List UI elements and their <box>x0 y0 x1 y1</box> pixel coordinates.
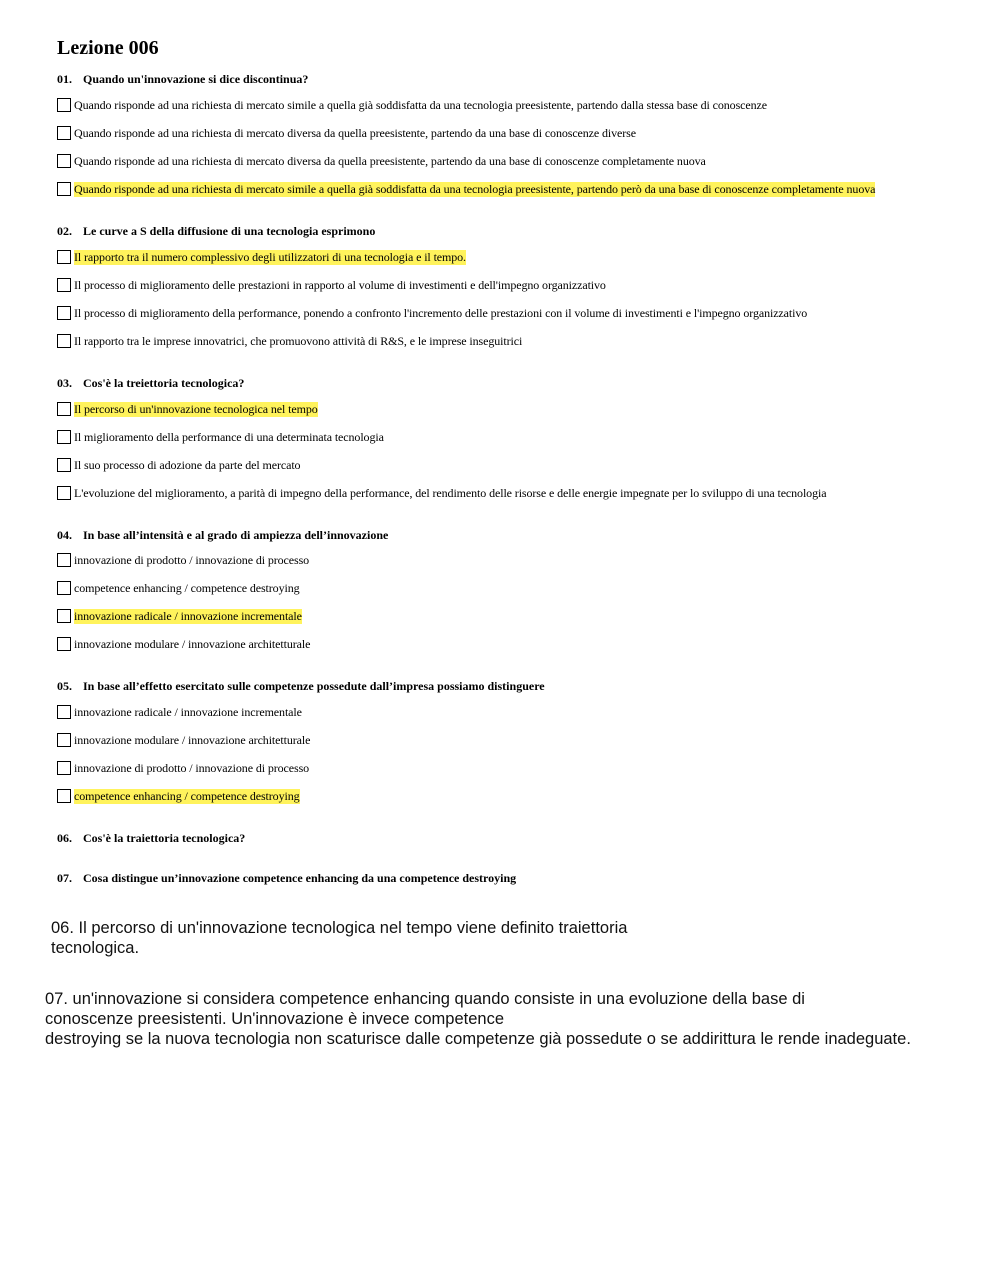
option-05-b[interactable] <box>57 732 310 748</box>
checkbox[interactable] <box>57 154 71 168</box>
question-02 <box>57 224 375 238</box>
question-number: 05. <box>57 679 72 693</box>
question-01 <box>57 72 308 86</box>
checkbox[interactable] <box>57 637 71 651</box>
checkbox[interactable] <box>57 789 71 803</box>
question-text: Cos'è la treiettoria tecnologica? <box>83 376 245 390</box>
checkbox[interactable] <box>57 402 71 416</box>
option-text-highlighted: Quando risponde ad una richiesta di mercato simile a quella già soddisfatta da una tecnologia preesistente, partendo però da una base di conoscenze completamente nuova <box>74 181 876 196</box>
checkbox[interactable] <box>57 581 71 595</box>
checkbox[interactable] <box>57 98 71 112</box>
question-05 <box>57 679 545 693</box>
question-text: In base all’intensità e al grado di ampiezza dell’innovazione <box>83 528 389 542</box>
checkbox[interactable] <box>57 250 71 264</box>
question-07 <box>57 871 516 885</box>
option-02-d[interactable] <box>57 333 522 349</box>
checkbox[interactable] <box>57 733 71 747</box>
option-text: innovazione di prodotto / innovazione di processo <box>74 760 310 775</box>
option-02-c[interactable] <box>57 305 807 321</box>
answer-line: destroying se la nuova tecnologia non scaturisce dalle competenze già possedute o se addirittura le rende inadeguate. <box>45 1030 911 1048</box>
question-number: 01. <box>57 72 72 86</box>
checkbox[interactable] <box>57 182 71 196</box>
answer-line: conoscenze preesistenti. Un'innovazione è invece competence <box>45 1010 505 1028</box>
option-text: Il suo processo di adozione da parte del mercato <box>74 457 301 472</box>
checkbox[interactable] <box>57 705 71 719</box>
option-01-c[interactable] <box>57 153 706 169</box>
option-03-a[interactable] <box>57 401 318 417</box>
answer-line: 07. un'innovazione si considera competence enhancing quando consiste in una evoluzione della base di <box>45 990 805 1008</box>
answer-07 <box>45 989 911 1049</box>
checkbox[interactable] <box>57 761 71 775</box>
option-text: Il rapporto tra le imprese innovatrici, che promuovono attività di R&S, e le imprese inseguitrici <box>74 333 523 348</box>
option-text: innovazione modulare / innovazione architetturale <box>74 636 311 651</box>
option-text: innovazione di prodotto / innovazione di processo <box>74 552 310 567</box>
answer-06 <box>51 918 627 958</box>
checkbox[interactable] <box>57 278 71 292</box>
option-text: Il miglioramento della performance di una determinata tecnologia <box>74 429 384 444</box>
option-02-b[interactable] <box>57 277 606 293</box>
answer-line: 06. Il percorso di un'innovazione tecnologica nel tempo viene definito traiettoria <box>51 919 628 937</box>
question-text: In base all’effetto esercitato sulle competenze possedute dall’impresa possiamo distinguere <box>83 679 545 693</box>
option-01-d[interactable] <box>57 181 875 197</box>
option-05-c[interactable] <box>57 760 309 776</box>
question-text: Cosa distingue un’innovazione competence enhancing da una competence destroying <box>83 871 517 885</box>
question-number: 02. <box>57 224 72 238</box>
question-03 <box>57 376 244 390</box>
checkbox[interactable] <box>57 486 71 500</box>
option-05-d[interactable] <box>57 788 300 804</box>
question-text: Cos'è la traiettoria tecnologica? <box>83 831 246 845</box>
option-05-a[interactable] <box>57 704 302 720</box>
checkbox[interactable] <box>57 609 71 623</box>
option-text: Quando risponde ad una richiesta di mercato simile a quella già soddisfatta da una tecnologia preesistente, partendo dalla stessa base di conoscenze <box>74 97 767 112</box>
checkbox[interactable] <box>57 430 71 444</box>
option-text: Quando risponde ad una richiesta di mercato diversa da quella preesistente, partendo da una base di conoscenze completamente nuova <box>74 153 706 168</box>
checkbox[interactable] <box>57 458 71 472</box>
question-number: 04. <box>57 528 72 542</box>
option-text: Il processo di miglioramento delle prestazioni in rapporto al volume di investimenti e dell'impegno organizzativo <box>74 277 606 292</box>
checkbox[interactable] <box>57 553 71 567</box>
option-text-highlighted: competence enhancing / competence destroying <box>74 788 300 803</box>
option-04-d[interactable] <box>57 636 310 652</box>
checkbox[interactable] <box>57 334 71 348</box>
option-01-b[interactable] <box>57 125 636 141</box>
question-text: Quando un'innovazione si dice discontinua? <box>83 72 309 86</box>
question-number: 03. <box>57 376 72 390</box>
option-04-c[interactable] <box>57 608 302 624</box>
option-04-a[interactable] <box>57 552 309 568</box>
option-text-highlighted: Il rapporto tra il numero complessivo degli utilizzatori di una tecnologia e il tempo. <box>74 249 466 264</box>
question-text: Le curve a S della diffusione di una tecnologia esprimono <box>83 224 376 238</box>
option-03-d[interactable] <box>57 485 826 501</box>
question-04 <box>57 528 388 542</box>
option-text: competence enhancing / competence destroying <box>74 580 300 595</box>
option-text: L'evoluzione del miglioramento, a parità di impegno della performance, del rendimento delle risorse e delle energie impegnate per lo sviluppo di una tecnologia <box>74 485 827 500</box>
question-06 <box>57 831 245 845</box>
option-03-b[interactable] <box>57 429 384 445</box>
option-text: Il processo di miglioramento della performance, ponendo a confronto l'incremento delle prestazioni con il volume di investimenti e l'impegno organizzativo <box>74 305 808 320</box>
option-text: innovazione radicale / innovazione incrementale <box>74 704 302 719</box>
question-number: 06. <box>57 831 72 845</box>
option-03-c[interactable] <box>57 457 300 473</box>
option-text: Quando risponde ad una richiesta di mercato diversa da quella preesistente, partendo da una base di conoscenze diverse <box>74 125 636 140</box>
option-04-b[interactable] <box>57 580 300 596</box>
option-02-a[interactable] <box>57 249 466 265</box>
option-01-a[interactable] <box>57 97 767 113</box>
option-text-highlighted: innovazione radicale / innovazione incrementale <box>74 608 302 623</box>
question-number: 07. <box>57 871 72 885</box>
checkbox[interactable] <box>57 126 71 140</box>
option-text-highlighted: Il percorso di un'innovazione tecnologica nel tempo <box>74 401 318 416</box>
option-text: innovazione modulare / innovazione architetturale <box>74 732 311 747</box>
page-title: Lezione 006 <box>57 37 159 59</box>
checkbox[interactable] <box>57 306 71 320</box>
answer-line: tecnologica. <box>51 939 140 957</box>
